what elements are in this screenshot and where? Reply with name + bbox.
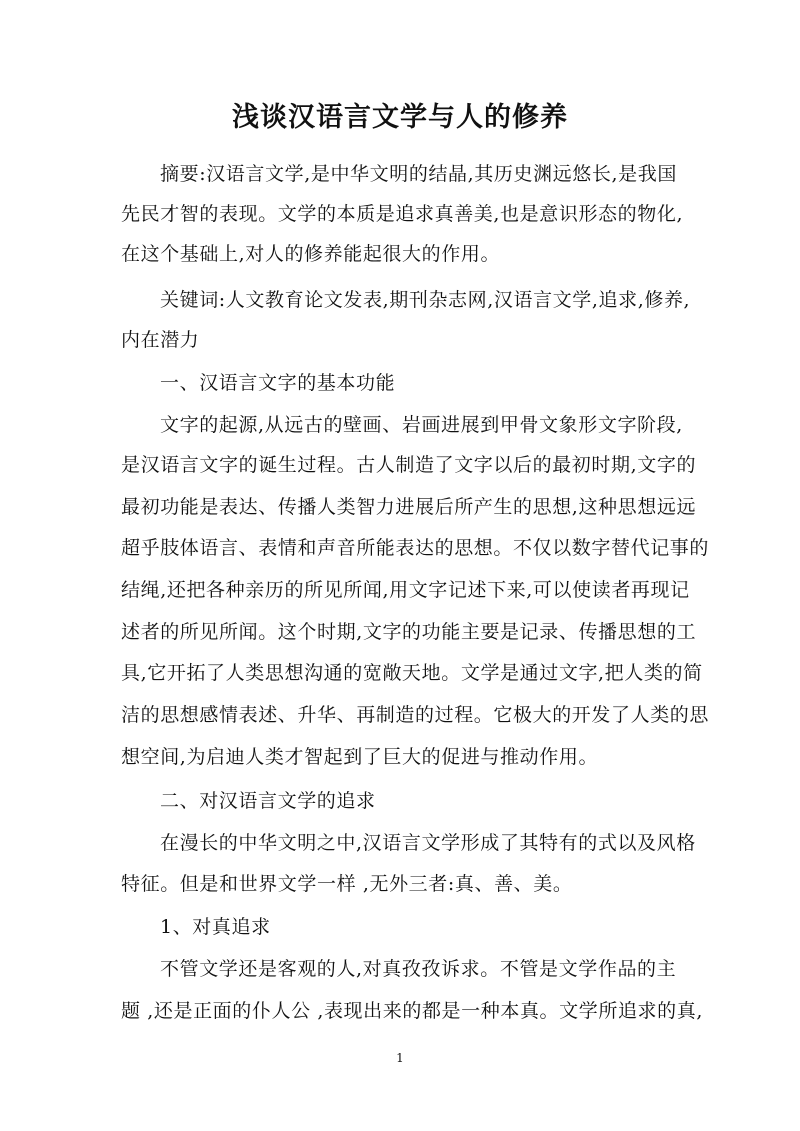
paragraph-line: 洁的思想感情表述、升华、再制造的过程。它极大的开发了人类的思 [121, 704, 710, 726]
paragraph-line: 文字的起源,从远古的壁画、岩画进展到甲骨文象形文字阶段, [160, 414, 683, 436]
section-heading-2: 二、对汉语言文学的追求 [160, 790, 376, 812]
paragraph-line: 述者的所见所闻。这个时期,文字的功能主要是记录、传播思想的工 [121, 621, 697, 643]
document-title: 浅谈汉语言文学与人的修养 [232, 102, 568, 133]
abstract-line-1: 摘要:汉语言文学,是中华文明的结晶,其历史渊远悠长,是我国 [160, 163, 677, 185]
paragraph-line: 具,它开拓了人类思想沟通的宽敞天地。文学是通过文字,把人类的简 [121, 662, 703, 684]
section-heading-1: 一、汉语言文字的基本功能 [160, 372, 396, 394]
page-number: 1 [396, 1051, 404, 1065]
paragraph-line: 超乎肢体语言、表情和声音所能表达的思想。不仅以数字替代记事的 [121, 537, 710, 559]
abstract-line-2: 先民才智的表现。文学的本质是追求真善美,也是意识形态的物化, [121, 203, 684, 225]
paragraph-line: 题 ,还是正面的仆人公 ,表现出来的都是一种本真。文学所追求的真, [121, 1000, 703, 1022]
paragraph-line: 最初功能是表达、传播人类智力进展后所产生的思想,这种思想远远 [121, 496, 697, 518]
abstract-line-3: 在这个基础上,对人的修养能起很大的作用。 [121, 243, 501, 265]
paragraph-line: 在漫长的中华文明之中,汉语言文学形成了其特有的式以及风格 [160, 832, 696, 854]
keywords-line-2: 内在潜力 [121, 329, 200, 351]
subsection-heading: 1、对真追求 [160, 916, 271, 938]
paragraph-line: 是汉语言文字的诞生过程。古人制造了文字以后的最初时期,文字的 [121, 454, 697, 476]
paragraph-line: 不管文学还是客观的人,对真孜孜诉求。不管是文学作品的主 [160, 958, 677, 980]
paragraph-line: 特征。但是和世界文学一样 ,无外三者:真、善、美。 [121, 873, 573, 895]
paragraph-line: 想空间,为启迪人类才智起到了巨大的促进与推动作用。 [121, 746, 599, 768]
paragraph-line: 结绳,还把各种亲历的所见所闻,用文字记述下来,可以使读者再现记 [121, 579, 690, 601]
keywords-line-1: 关键词:人文教育论文发表,期刊杂志网,汉语言文学,追求,修养, [160, 289, 691, 311]
